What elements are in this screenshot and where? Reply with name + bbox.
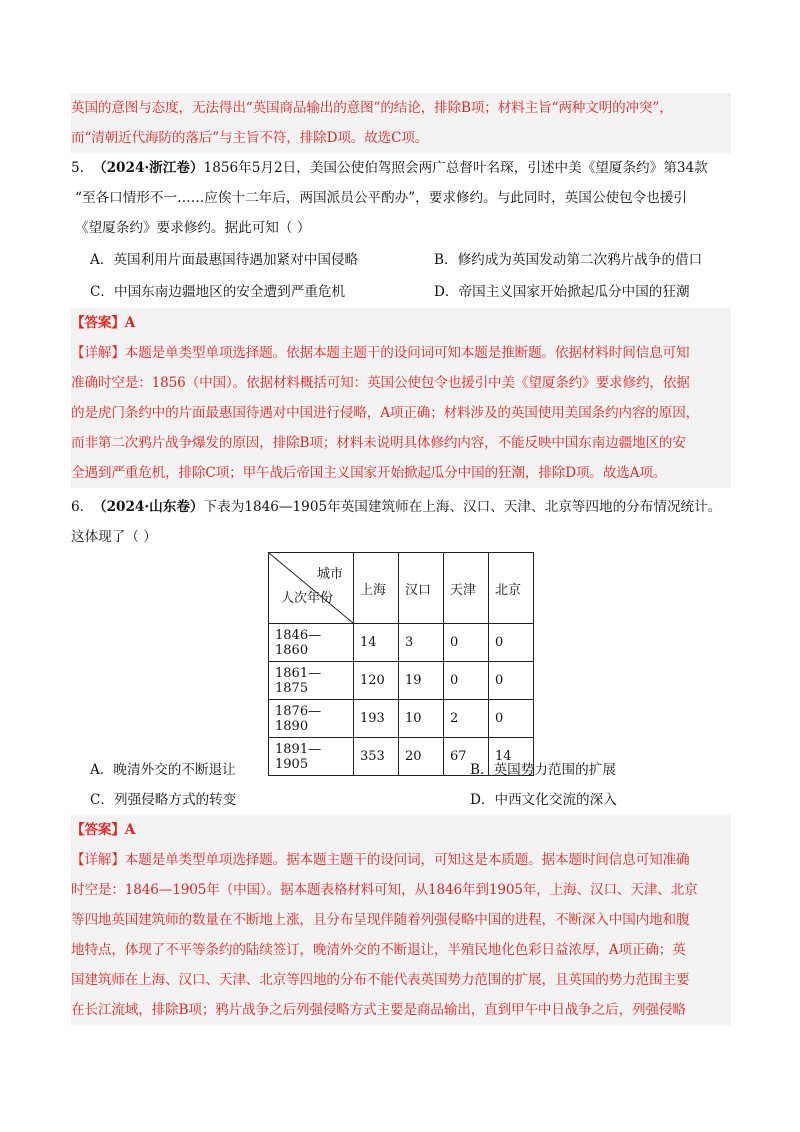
question-number: 6.: [71, 499, 84, 515]
q5-option-d: D．帝国主义国家开始掀起瓜分中国的狂潮: [434, 284, 690, 300]
prev-explanation-line: 而“清朝近代海防的落后”与主旨不符，排除D项。故选C项。: [71, 130, 429, 146]
value-cell: 10: [399, 700, 444, 738]
q5-option-c: C．中国东南边疆地区的安全遭到严重危机: [90, 284, 346, 300]
q5-answer: 【答案】A: [71, 315, 136, 331]
column-header: 上海: [354, 553, 399, 624]
stem-line: 《望厦条约》要求修约。据此可知（ ）: [75, 220, 311, 236]
table-row: [269, 624, 534, 662]
value-cell: 3: [399, 624, 444, 662]
question-5-stem: [71, 153, 731, 243]
period-cell: 1861—1875: [269, 662, 354, 700]
value-cell: 120: [354, 662, 399, 700]
value-cell: 67: [444, 738, 489, 776]
q6-answer-block: [71, 815, 731, 1025]
value-cell: 2: [444, 700, 489, 738]
period-cell: 1876—1890: [269, 700, 354, 738]
q6-option-b: B．英国势力范围的扩展: [470, 762, 616, 778]
value-cell: 19: [399, 662, 444, 700]
q5-explanation-line: 准确时空是：1856（中国）。依据材料概括可知：英国公使包令也援引中美《望厦条约》要求修约，依据: [71, 375, 690, 391]
period-cell: 1846—1860: [269, 624, 354, 662]
stem-line: 这体现了（ ）: [71, 529, 157, 545]
question-6-stem: [71, 492, 731, 552]
value-cell: 0: [489, 624, 534, 662]
q5-explanation-line: 而非第二次鸦片战争爆发的原因，排除B项；材料未说明具体修约内容，不能反映中国东南边疆地区的安: [71, 435, 686, 451]
question-number: 5.: [71, 160, 84, 176]
stem-line: 1856年5月2日，美国公使伯驾照会两广总督叶名琛，引述中美《望厦条约》第34款: [203, 160, 708, 176]
column-header: 天津: [444, 553, 489, 624]
stem-line: 下表为1846—1905年英国建筑师在上海、汉口、天津、北京等四地的分布情况统计。: [203, 499, 722, 515]
column-header: 北京: [489, 553, 534, 624]
q5-explanation-line: 的是虎门条约中的片面最惠国待遇对中国进行侵略，A项正确；材料涉及的英国使用美国条约内容的原因，: [71, 405, 700, 421]
stem-line: “至各口情形不一……应俟十二年后，两国派员公平酌办”，要求修约。与此同时，英国公使包令也援引: [75, 190, 688, 206]
q5-answer-block: [71, 308, 731, 488]
value-cell: 14: [489, 738, 534, 776]
q6-explanation-line: 地特点，体现了不平等条约的陆续签订，晚清外交的不断退让，半殖民地化色彩日益浓厚，A项正确；英: [71, 942, 686, 958]
value-cell: 353: [354, 738, 399, 776]
q6-explanation-line: 在长江流域，排除B项；鸦片战争之后列强侵略方式主要是商品输出，直到甲午中日战争之后，列强侵略: [71, 1002, 686, 1018]
table-header-row: [269, 553, 534, 624]
value-cell: 0: [444, 624, 489, 662]
period-cell: 1891—1905: [269, 738, 354, 776]
corner-bottom-label: 人次年份: [281, 591, 334, 606]
q6-option-a: A．晚清外交的不断退让: [90, 762, 236, 778]
question-source: （2024·浙江卷）: [93, 160, 204, 176]
value-cell: 0: [444, 662, 489, 700]
q6-option-c: C．列强侵略方式的转变: [90, 792, 237, 808]
q5-explanation-line: 【详解】本题是单类型单项选择题。依据本题主题干的设问词可知本题是推断题。依据材料时间信息可知: [71, 345, 690, 361]
prev-explanation: [71, 93, 731, 153]
q6-explanation-line: 国建筑师在上海、汉口、天津、北京等四地的分布不能代表英国势力范围的扩展，且英国的势力范围主要: [71, 972, 690, 988]
question-source: （2024·山东卷）: [93, 499, 204, 515]
q5-explanation-line: 全遇到严重危机，排除C项；甲午战后帝国主义国家开始掀起瓜分中国的狂潮，排除D项。故选A项。: [71, 465, 667, 481]
data-table: [268, 552, 534, 776]
column-header: 汉口: [399, 553, 444, 624]
value-cell: 0: [489, 662, 534, 700]
table-row: [269, 662, 534, 700]
table-row: [269, 700, 534, 738]
value-cell: 193: [354, 700, 399, 738]
prev-explanation-line: 英国的意图与态度，无法得出“英国商品输出的意图”的结论，排除B项；材料主旨“两种文明的冲突”，: [71, 100, 673, 116]
q6-explanation-line: 等四地英国建筑师的数量在不断地上涨，且分布呈现伴随着列强侵略中国的进程，不断深入中国内地和腹: [71, 912, 690, 928]
corner-top-label: 城市: [316, 567, 343, 582]
q6-explanation-line: 【详解】本题是单类型单项选择题。据本题主题干的设问词，可知这是本质题。据本题时间信息可知准确: [71, 852, 690, 868]
value-cell: 0: [489, 700, 534, 738]
q6-answer: 【答案】A: [71, 822, 136, 838]
value-cell: 20: [399, 738, 444, 776]
q6-option-d: D．中西文化交流的深入: [470, 792, 617, 808]
q5-option-a: A．英国利用片面最惠国待遇加紧对中国侵略: [90, 252, 359, 268]
q5-option-b: B．修约成为英国发动第二次鸦片战争的借口: [434, 252, 703, 268]
q6-explanation-line: 时空是：1846—1905年（中国）。据本题表格材料可知，从1846年到1905年，上海、汉口、天津、北京: [71, 882, 698, 898]
table-corner-cell: [269, 553, 354, 624]
value-cell: 14: [354, 624, 399, 662]
